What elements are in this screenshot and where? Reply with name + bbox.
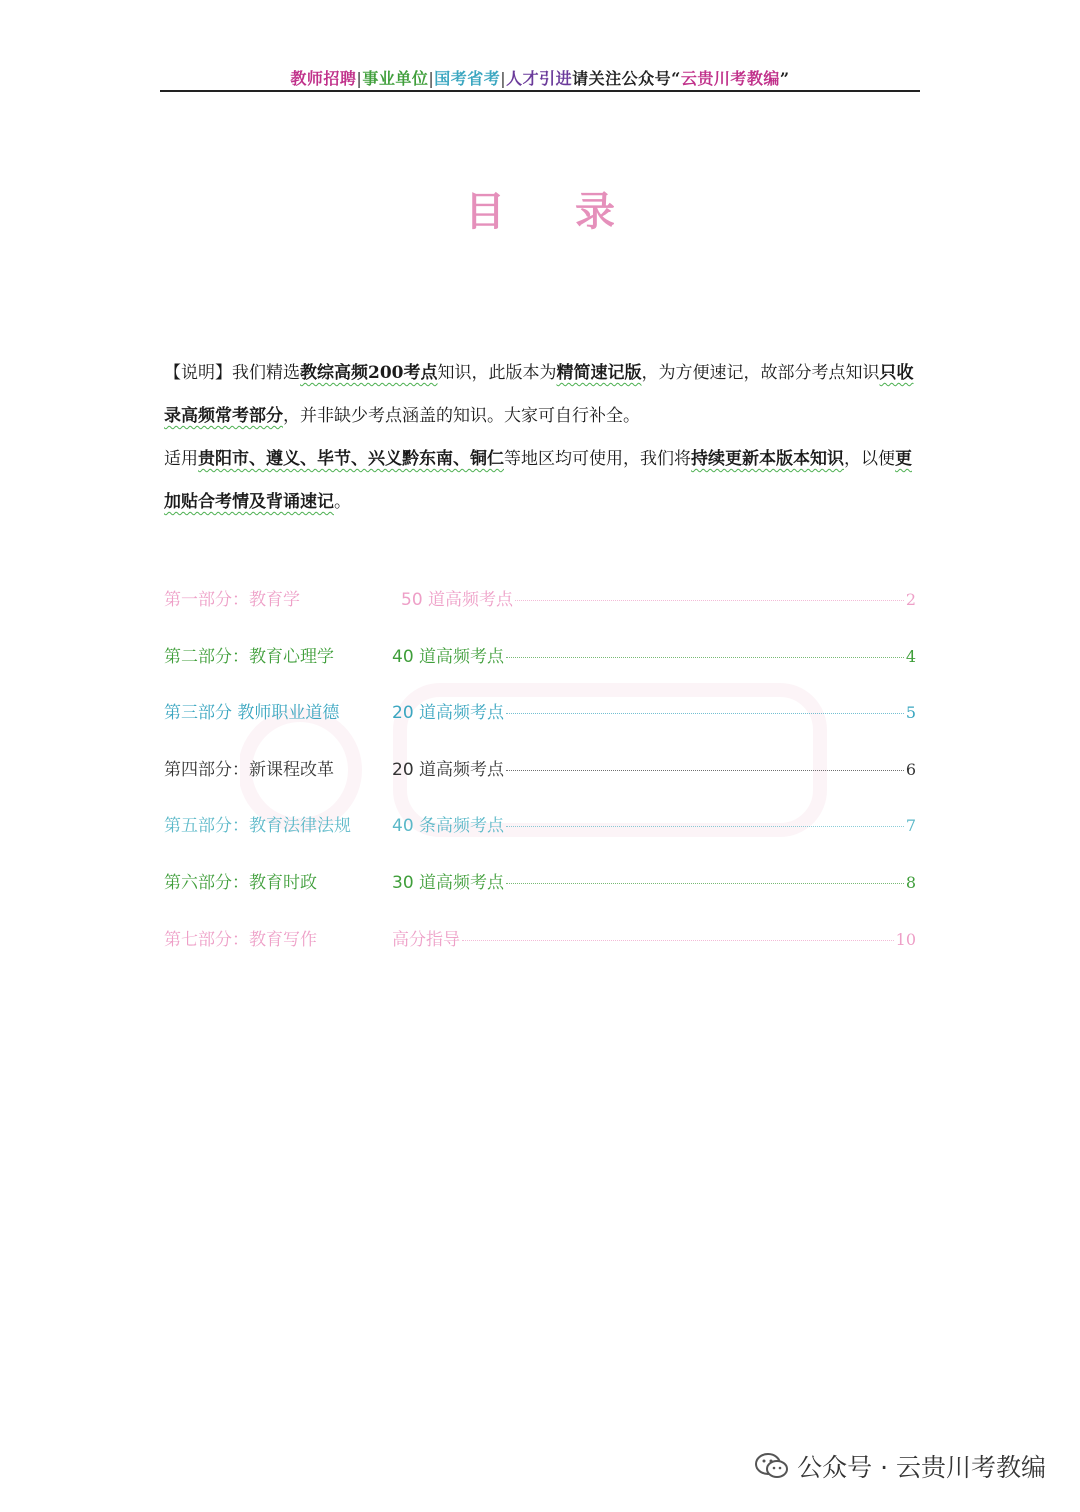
toc-part-label: 第六部分：教育时政 (164, 872, 317, 893)
intro-run: ，以便 (844, 449, 895, 469)
toc-page-number: 7 (905, 816, 916, 836)
toc-page-number: 10 (895, 929, 916, 949)
toc-entry[interactable] (164, 585, 916, 642)
page-title (0, 180, 1080, 237)
toc-description: 50 道高频考点 (401, 590, 514, 610)
toc-page-number: 4 (905, 646, 916, 666)
intro-emphasis: 持续更新本版本知识 (691, 449, 844, 469)
toc-part-label: 第五部分：教育法律法规 (164, 816, 351, 837)
toc-leader-dots (462, 940, 894, 941)
toc-description: 20 道高频考点 (392, 703, 505, 724)
header-separator: | (500, 69, 507, 88)
title-char-1: 目 (465, 189, 505, 235)
intro-paragraph-1 (164, 352, 920, 438)
intro-emphasis: 更加贴合考情及背诵速记 (164, 449, 912, 512)
toc-part-label: 第一部分：教育学 (164, 590, 300, 610)
toc-page-number: 6 (905, 759, 916, 779)
toc-leader-dots (506, 713, 904, 714)
header-separator: | (356, 69, 363, 88)
toc-description: 高分指导 (392, 929, 460, 950)
toc-leader-dots (506, 883, 904, 884)
toc-page-number: 5 (905, 703, 916, 723)
toc-leader-dots (506, 657, 904, 658)
toc-part-label: 第四部分：新课程改革 (164, 759, 334, 780)
toc-entry[interactable] (164, 925, 916, 982)
toc-leader-dots (506, 826, 904, 827)
header-segment: 国考省考 (434, 69, 501, 88)
header-rule (160, 90, 920, 92)
toc-description: 40 条高频考点 (392, 816, 505, 837)
header-segment: 人才引进 (506, 69, 573, 88)
toc-page-number: 2 (905, 590, 916, 609)
toc-entry[interactable] (164, 868, 916, 925)
wechat-icon (755, 1452, 789, 1480)
toc-entry[interactable] (164, 642, 916, 699)
intro-emphasis: 贵阳市、遵义、毕节、兴义黔东南、铜仁 (198, 449, 504, 469)
intro-run: 。 (334, 492, 351, 512)
intro-emphasis: 只收录高频常考部分 (164, 363, 914, 426)
footer-text: 公众号 · 云贵川考教编 (797, 1453, 1046, 1482)
toc-description: 40 道高频考点 (392, 646, 505, 667)
toc-part-label: 第二部分：教育心理学 (164, 646, 334, 667)
toc-leader-dots (515, 600, 904, 601)
header-segment: 云贵川考教编 (680, 69, 780, 88)
table-of-contents (164, 585, 916, 981)
toc-entry[interactable] (164, 755, 916, 812)
intro-run: ，为方便速记，故部分考点知识 (641, 363, 880, 383)
toc-part-label: 第三部分 教师职业道德 (164, 703, 340, 724)
header-segment: “ (671, 69, 681, 88)
intro-emphasis: 教综高频200考点 (300, 363, 438, 383)
toc-entry[interactable] (164, 811, 916, 868)
intro-text (164, 352, 920, 524)
header-segment: 请关注公众号 (572, 69, 672, 88)
intro-run: 【说明】我们精选 (164, 363, 300, 383)
header-separator: | (428, 69, 435, 88)
header-segment: 教师招聘 (290, 69, 357, 88)
intro-run: ，并非缺少考点涵盖的知识。大家可自行补全。 (283, 406, 640, 426)
title-char-2: 录 (575, 189, 615, 235)
header-segment: ” (779, 69, 790, 88)
toc-description: 20 道高频考点 (392, 759, 505, 780)
intro-emphasis: 精简速记版 (556, 363, 642, 383)
toc-part-label: 第七部分：教育写作 (164, 929, 317, 950)
toc-page-number: 8 (905, 872, 916, 892)
page-header (160, 66, 920, 89)
intro-run: 知识，此版本为 (437, 363, 557, 383)
toc-leader-dots (506, 770, 904, 771)
header-segment: 事业单位 (362, 69, 429, 88)
intro-run: 适用 (164, 449, 198, 469)
intro-run: 等地区均可使用，我们将 (504, 449, 691, 469)
wechat-footer (755, 1448, 1046, 1484)
toc-entry[interactable] (164, 698, 916, 755)
toc-description: 30 道高频考点 (392, 872, 505, 893)
intro-paragraph-2 (164, 438, 920, 524)
